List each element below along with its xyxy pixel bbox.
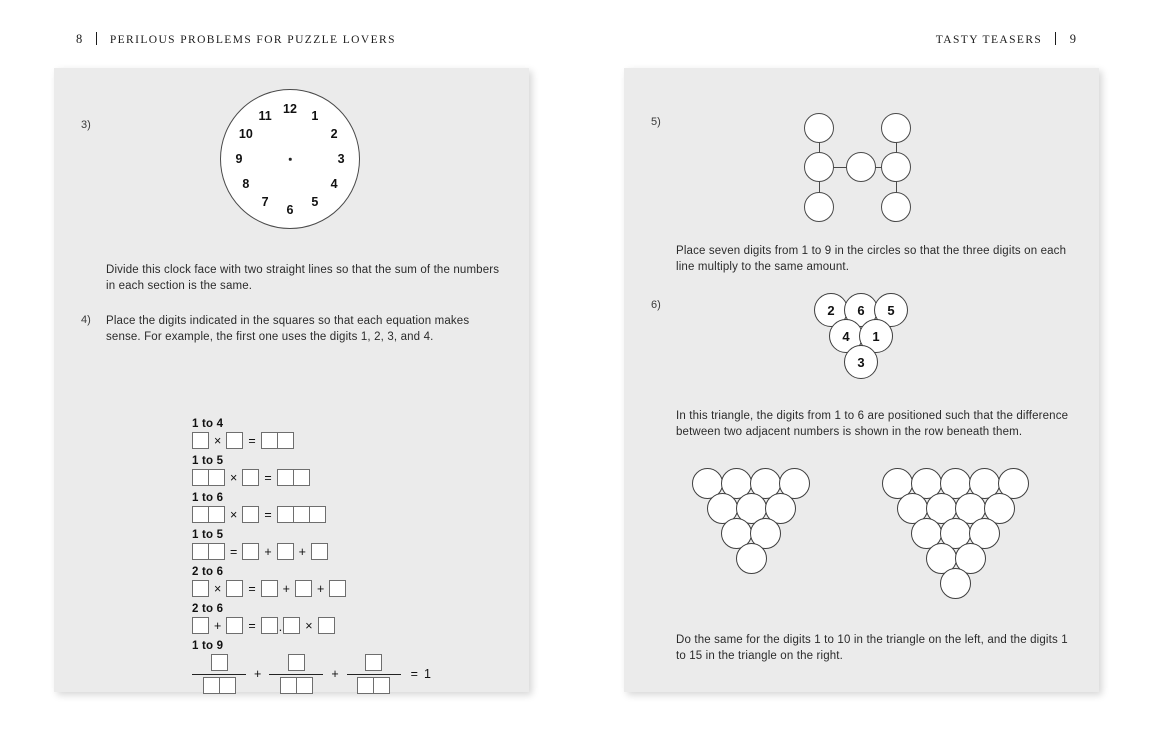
operator-symbol: = — [410, 667, 418, 681]
answer-box[interactable] — [277, 469, 294, 486]
answer-box[interactable] — [192, 432, 209, 449]
equation-expression — [192, 580, 431, 597]
answer-box[interactable] — [261, 580, 278, 597]
example-triangle-circle: 3 — [844, 345, 878, 379]
answer-box-group — [283, 617, 300, 634]
problem-6-number: 6) — [651, 299, 661, 311]
clock-number-4: 4 — [330, 176, 338, 191]
answer-box[interactable] — [211, 654, 228, 671]
problem-3-text: Divide this clock face with two straight lines so that the sum of the numbers in each section is the same. — [106, 264, 500, 292]
equation-expression — [192, 469, 431, 486]
answer-box[interactable] — [277, 432, 294, 449]
book-title: PERILOUS PROBLEMS FOR PUZZLE LOVERS — [109, 34, 396, 46]
answer-box-group — [311, 543, 328, 560]
operator-symbol: + — [254, 667, 262, 681]
fraction-denominator — [203, 677, 236, 694]
answer-box-group — [261, 432, 294, 449]
equation-row — [192, 418, 431, 449]
answer-box[interactable] — [318, 617, 335, 634]
answer-box[interactable] — [192, 506, 209, 523]
header-divider-left — [96, 32, 97, 45]
operator-symbol: × — [214, 433, 222, 448]
operator-symbol: = — [264, 507, 272, 522]
fraction-numerator — [288, 654, 305, 671]
fraction — [192, 654, 246, 694]
header-divider-right — [1055, 32, 1056, 45]
answer-box[interactable] — [309, 506, 326, 523]
answer-box-group — [192, 617, 209, 634]
example-triangle-diagram — [814, 293, 954, 383]
example-triangle-circle: 4 — [829, 319, 863, 353]
fraction-expression — [192, 654, 431, 694]
answer-box[interactable] — [277, 543, 294, 560]
clock-number-5: 5 — [311, 195, 319, 210]
clock-number-7: 7 — [261, 195, 269, 210]
answer-box[interactable] — [203, 677, 220, 694]
operator-symbol: = — [248, 618, 256, 633]
fraction-bar — [347, 674, 401, 675]
operator-symbol: + — [214, 618, 222, 633]
answer-box[interactable] — [288, 654, 305, 671]
network-circle-top-left[interactable] — [804, 113, 834, 143]
answer-box-group — [261, 617, 278, 634]
clock-number-11: 11 — [258, 108, 272, 123]
chapter-title: TASTY TEASERS — [935, 34, 1043, 46]
equation-digit-range: 1 to 5 — [192, 529, 224, 541]
network-circle-mid-left[interactable] — [804, 152, 834, 182]
equation-expression — [192, 506, 431, 523]
answer-box[interactable] — [219, 677, 236, 694]
answer-box[interactable] — [192, 617, 209, 634]
network-circle-top-right[interactable] — [881, 113, 911, 143]
operator-symbol: × — [214, 581, 222, 596]
operator-symbol: = — [230, 544, 238, 559]
clock-number-10: 10 — [238, 127, 253, 142]
problem-5-text: Place seven digits from 1 to 9 in the circles so that the three digits on each line multiply to the same amount. — [676, 245, 1067, 273]
example-triangle-circle: 2 — [814, 293, 848, 327]
page-number-right: 9 — [1069, 32, 1076, 46]
fraction-equation-result: 1 — [423, 667, 431, 681]
equation-list — [192, 418, 431, 700]
equation-expression — [192, 543, 431, 560]
network-circle-bottom-right[interactable] — [881, 192, 911, 222]
blank-triangle-right — [882, 468, 1042, 598]
equation-row — [192, 492, 431, 523]
clock-center-dot — [289, 158, 292, 161]
equation-row — [192, 455, 431, 486]
answer-box-group — [226, 580, 243, 597]
operator-symbol: + — [316, 581, 325, 596]
operator-symbol: = — [264, 470, 272, 485]
answer-box-group — [329, 580, 346, 597]
equation-digit-range: 2 to 6 — [192, 603, 224, 615]
page-number-left: 8 — [76, 32, 83, 46]
equation-digit-range: 1 to 4 — [192, 418, 224, 430]
answer-box-group — [192, 580, 209, 597]
fraction-numerator — [211, 654, 228, 671]
fraction-numerator — [365, 654, 382, 671]
running-head-left — [76, 32, 396, 47]
problem-4-text: Place the digits indicated in the squares so that each equation makes sense. For example, the first one uses the digits 1, 2, 3, and 4. — [106, 315, 470, 343]
clock-number-6: 6 — [286, 203, 294, 218]
problem-6-text: In this triangle, the digits from 1 to 6 are positioned such that the difference between two adjacent numbers is shown in the row beneath them. — [676, 410, 1069, 438]
problem-6-closing-text: Do the same for the digits 1 to 10 in the triangle on the left, and the digits 1 to 15 in the triangle on the right. — [676, 634, 1068, 662]
clock-number-1: 1 — [311, 108, 319, 123]
equation-digit-range: 2 to 6 — [192, 566, 224, 578]
blank-triangle-left — [692, 468, 822, 598]
equation-expression — [192, 432, 431, 449]
answer-box-group — [192, 506, 225, 523]
network-circle-bottom-left[interactable] — [804, 192, 834, 222]
fraction-bar — [192, 674, 246, 675]
problem-3-number: 3) — [81, 119, 91, 131]
page-right — [624, 68, 1099, 692]
example-triangle-circle: 6 — [844, 293, 878, 327]
problem-4-number: 4) — [81, 314, 91, 326]
answer-box[interactable] — [226, 580, 243, 597]
equation-row — [192, 566, 431, 597]
clock-number-9: 9 — [235, 152, 243, 166]
operator-symbol: + — [298, 544, 306, 559]
answer-box-group — [242, 506, 259, 523]
fraction-denominator — [357, 677, 390, 694]
answer-box[interactable] — [373, 677, 390, 694]
answer-box-group — [192, 469, 225, 486]
answer-box-group — [242, 543, 259, 560]
answer-box-group — [277, 543, 294, 560]
example-triangle-circle: 1 — [859, 319, 893, 353]
answer-box[interactable] — [226, 617, 243, 634]
page-left — [54, 68, 529, 692]
operator-symbol: + — [264, 544, 272, 559]
answer-box[interactable] — [277, 506, 294, 523]
answer-box-group — [226, 617, 243, 634]
answer-box-group — [226, 432, 243, 449]
blank-triangle-circle[interactable] — [736, 543, 767, 574]
answer-box[interactable] — [311, 543, 328, 560]
answer-box[interactable] — [293, 469, 310, 486]
equation-digit-range: 1 to 6 — [192, 492, 224, 504]
answer-box[interactable] — [261, 432, 278, 449]
answer-box-group — [318, 617, 335, 634]
example-triangle-circle: 5 — [874, 293, 908, 327]
equation-digit-range: 1 to 9 — [192, 640, 224, 652]
equation-row — [192, 529, 431, 560]
equation-digit-range: 1 to 5 — [192, 455, 224, 467]
clock-face-diagram — [220, 89, 360, 229]
answer-box-group — [192, 543, 225, 560]
answer-box[interactable] — [261, 617, 278, 634]
fraction — [269, 654, 323, 694]
answer-box-group — [277, 469, 310, 486]
operator-symbol: + — [282, 581, 290, 596]
answer-box[interactable] — [208, 543, 225, 560]
equation-row — [192, 603, 431, 634]
fraction-denominator — [280, 677, 313, 694]
answer-box[interactable] — [293, 506, 310, 523]
network-circle-mid-right[interactable] — [881, 152, 911, 182]
operator-symbol: = — [248, 581, 256, 596]
answer-box-group — [295, 580, 312, 597]
operator-symbol: × — [305, 618, 313, 633]
fraction-equation-row — [192, 640, 431, 694]
problem-5-number: 5) — [651, 116, 661, 128]
h-network-diagram — [624, 68, 1099, 328]
operator-symbol: = — [248, 433, 256, 448]
answer-box[interactable] — [283, 617, 300, 634]
answer-box[interactable] — [357, 677, 374, 694]
answer-box[interactable] — [295, 580, 312, 597]
decimal-point: . — [278, 619, 283, 634]
answer-box-group — [277, 506, 326, 523]
answer-box[interactable] — [280, 677, 297, 694]
answer-box[interactable] — [242, 469, 259, 486]
answer-box[interactable] — [192, 469, 209, 486]
answer-box[interactable] — [242, 506, 259, 523]
fraction — [347, 654, 401, 694]
answer-box-group — [242, 469, 259, 486]
network-circle-center[interactable] — [846, 152, 876, 182]
answer-box-group — [192, 432, 209, 449]
clock-number-3: 3 — [337, 152, 345, 166]
blank-triangle-circle[interactable] — [940, 568, 971, 599]
running-head-right — [936, 32, 1076, 47]
clock-number-12: 12 — [283, 102, 297, 117]
answer-box-group — [261, 580, 278, 597]
answer-box[interactable] — [192, 580, 209, 597]
equation-expression — [192, 617, 431, 634]
answer-box[interactable] — [329, 580, 346, 597]
operator-symbol: + — [331, 667, 339, 681]
operator-symbol: × — [230, 470, 238, 485]
clock-number-8: 8 — [242, 176, 250, 191]
fraction-bar — [269, 674, 323, 675]
answer-box[interactable] — [208, 469, 225, 486]
answer-box[interactable] — [208, 506, 225, 523]
answer-box[interactable] — [226, 432, 243, 449]
clock-number-2: 2 — [330, 127, 338, 142]
answer-box[interactable] — [242, 543, 259, 560]
operator-symbol: × — [230, 507, 238, 522]
answer-box[interactable] — [192, 543, 209, 560]
answer-box[interactable] — [296, 677, 313, 694]
answer-box[interactable] — [365, 654, 382, 671]
